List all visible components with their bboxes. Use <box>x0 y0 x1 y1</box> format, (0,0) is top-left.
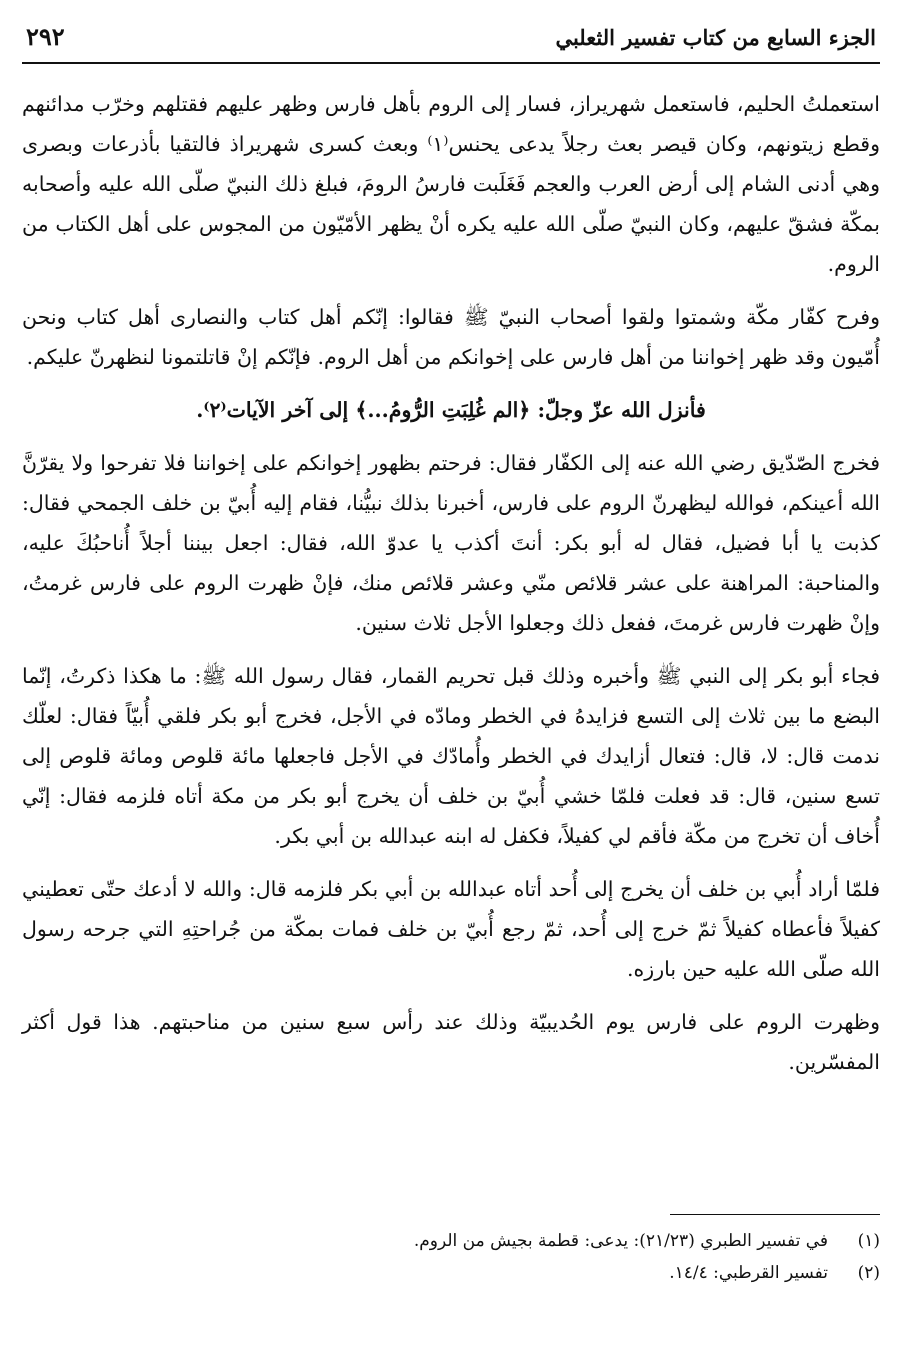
footnote-text: في تفسير الطبري (٢١/٢٣): يدعى: قطمة بجيش من الروم. <box>413 1231 828 1251</box>
paragraph-4: فخرج الصّدّيق رضي الله عنه إلى الكفّار فقال: فرحتم بظهور إخوانكم على إخواننا فلا تفرحوا ولا يقرّنَّ الله أعينكم، فوالله ليظهرنّ الروم على فارس، أخبرنا بذلك نبيُّنا، فقام إليه أُبيّ بن خلف الجمحي فقال: كذبت يا أبا فضيل، فقال له أبو بكر: أنتَ أكذب يا عدوّ الله، فقال: اجعل بيننا أجلاً أُناحبُكَ عليه، والمناحبة: المراهنة على عشر قلائص منّي وعشر قلائص منك، فإنْ ظهرت الروم على فارس غرمتُ، وإنْ ظهرت فارس غرمتَ، ففعل ذلك وجعلوا الأجل ثلاث سنين. <box>22 451 880 635</box>
running-title: الجزء السابع من كتاب تفسير الثعلبي <box>555 25 876 50</box>
footnotes <box>22 1214 880 1289</box>
quran-quote-paragraph: فأنزل الله عزّ وجلّ: ﴿الم غُلِبَتِ الرُّومُ...﴾ إلى آخر الآيات⁽٢⁾. <box>196 398 706 422</box>
paragraph-6: فلمّا أراد أُبي بن خلف أن يخرج إلى أُحد أتاه عبدالله بن أبي بكر فلزمه قال: والله لا أدعك حتّى تعطيني كفيلاً فأعطاه كفيلاً ثمّ خرج إلى أُحد، ثمّ رجع أُبيّ بن خلف فمات بمكّة من جُراحتِهِ التي جرحه رسول الله صلّى الله عليه حين بارزه. <box>22 877 880 981</box>
footnote-number: (٢) <box>857 1263 880 1283</box>
body-text <box>22 84 880 1082</box>
page-number: ٢٩٢ <box>26 22 65 51</box>
paragraph-1: استعملتُ الحليم، فاستعمل شهريراز، فسار إلى الروم بأهل فارس وظهر عليهم فقتلهم وخرّب مدائنهم وقطع زيتونهم، وكان قيصر بعث رجلاً يدعى يحنس⁽١⁾ وبعث كسرى شهريراذ فالتقيا بأذرعات وبصرى وهي أدنى الشام إلى أرض العرب والعجم فَغَلَبت فارسُ الرومَ، فبلغ ذلك النبيّ صلّى الله عليه وأصحابه بمكّة فشقّ عليهم، وكان النبيّ صلّى الله عليه يكره أنْ يظهر الأمّيّون من المجوس على أهل الكتاب من الروم. <box>22 92 880 276</box>
footnote-1 <box>22 1225 880 1257</box>
paragraph-2: وفرح كفّار مكّة وشمتوا ولقوا أصحاب النبيّ ﷺ فقالوا: إنّكم أهل كتاب والنصارى أهل كتاب ونحن أُمّيون وقد ظهر إخواننا من أهل فارس على إخوانكم من أهل الروم. فإنّكم إنْ قاتلتمونا لنظهرنّ عليكم. <box>22 305 880 369</box>
footnote-rule-wrap <box>22 1214 880 1225</box>
footnote-2 <box>22 1257 880 1289</box>
footnote-number: (١) <box>857 1231 880 1251</box>
footnote-text: تفسير القرطبي: ١٤/٤. <box>669 1263 828 1283</box>
paragraph-5: فجاء أبو بكر إلى النبي ﷺ وأخبره وذلك قبل تحريم القمار، فقال رسول الله ﷺ: ما هكذا ذكرتُ، إنّما البضع ما بين ثلاث إلى التسع فزايدهُ في الخطر ومادّه في الأجل، فخرج أبو بكر فلقي أُبيّاً فقال: لعلّك ندمت قال: لا، قال: فتعال أزايدك في الخطر وأُمادّك في الأجل فاجعلها مائة قلوص ومائة قلوص إلى تسع سنين، قال: قد فعلت فلمّا خشي أُبيّ بن خلف أن يخرج أبو بكر من مكة أتاه فلزمه فقال: إنّي أُخاف أن تخرج من مكّة فأقم لي كفيلاً، فكفل له ابنه عبدالله بن أبي بكر. <box>22 664 880 848</box>
page-header <box>22 22 880 64</box>
paragraph-7: وظهرت الروم على فارس يوم الحُديبيّة وذلك عند رأس سبع سنين من مناحبتهم. هذا قول أكثر المفسّرين. <box>22 1010 880 1074</box>
footnote-divider <box>670 1214 880 1215</box>
page <box>22 22 880 1095</box>
